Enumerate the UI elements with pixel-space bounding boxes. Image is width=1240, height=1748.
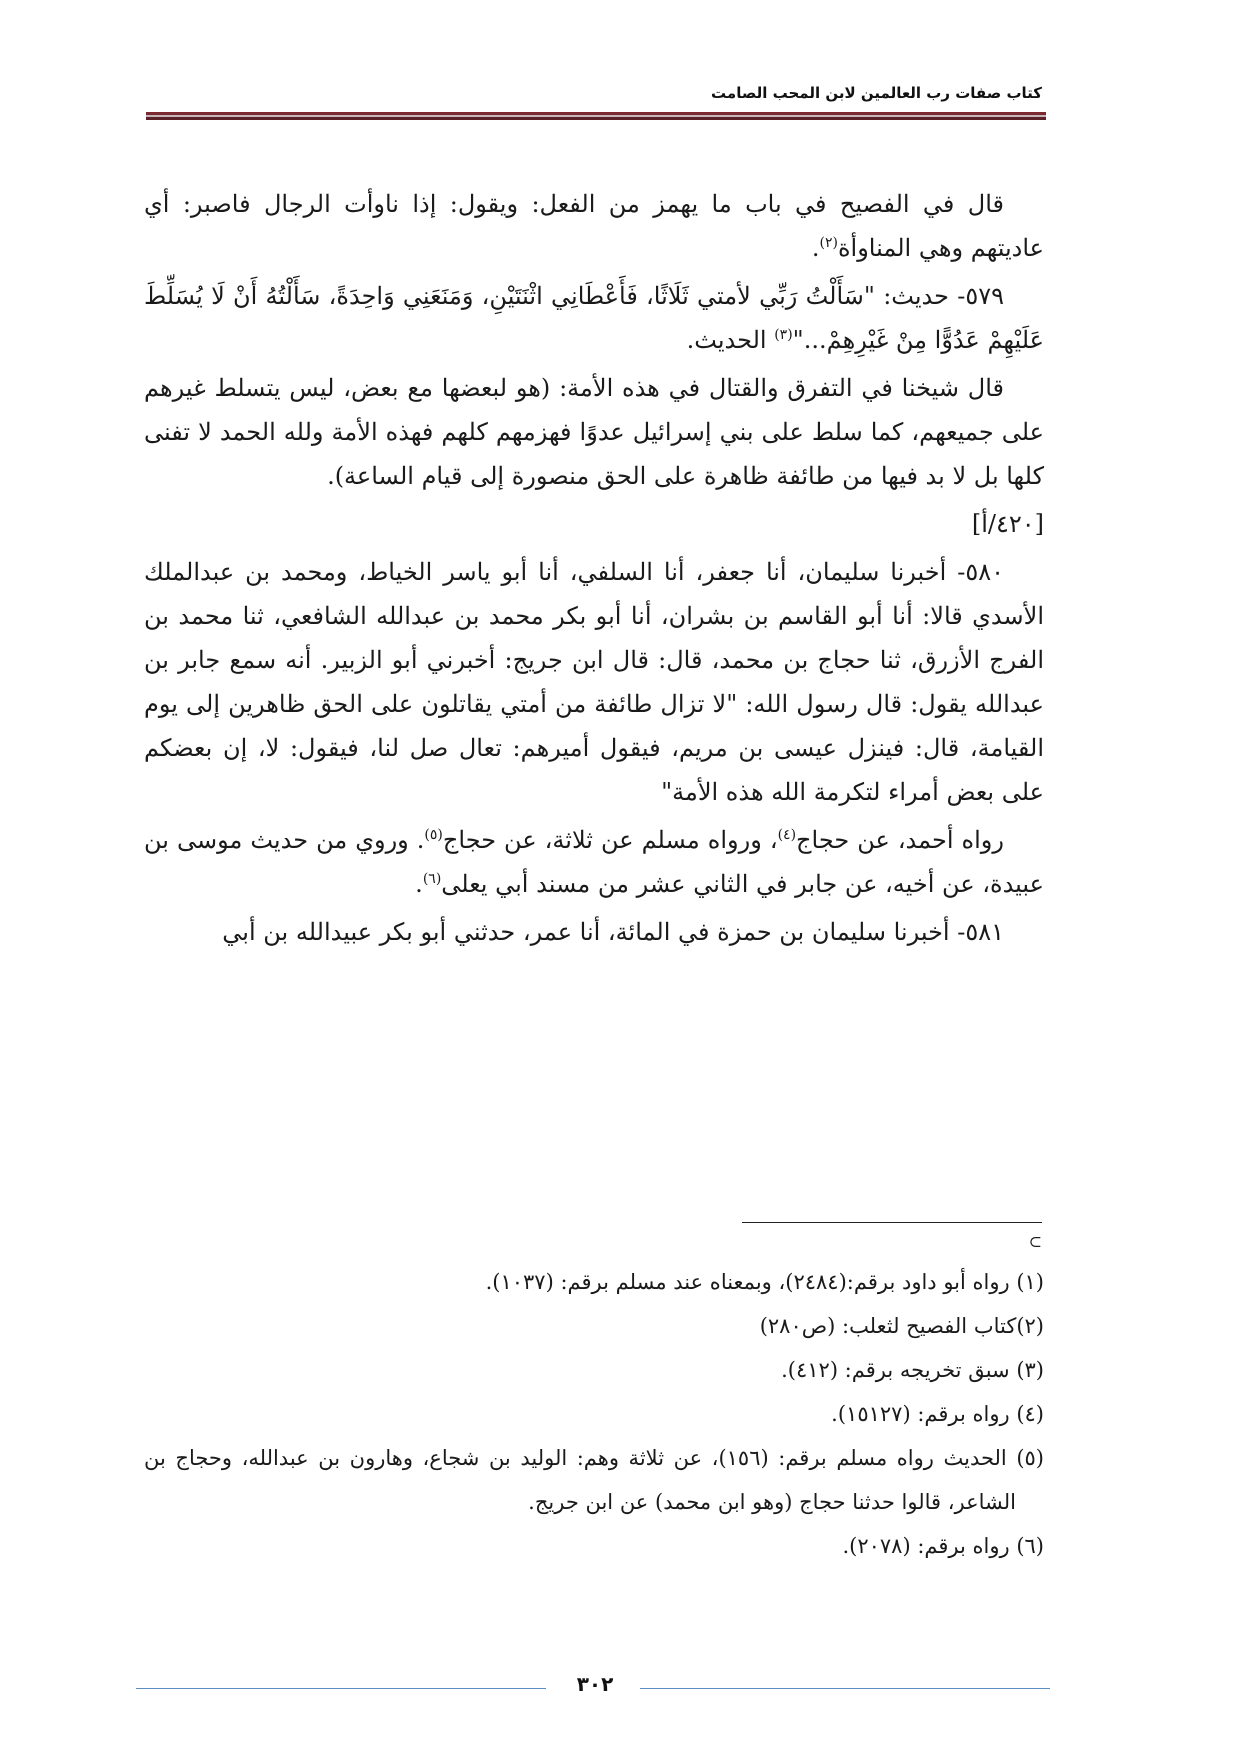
- footnote-3: (٣) سبق تخريجه برقم: (٤١٢).: [781, 1358, 1044, 1382]
- paragraph-2-end: الحديث.: [686, 326, 775, 354]
- footnote-6: (٦) رواه برقم: (٢٠٧٨).: [842, 1534, 1044, 1558]
- folio-marker: [٤٢٠/أ]: [971, 510, 1044, 538]
- footer-rule-left: [136, 1688, 546, 1689]
- footnote-ref-3: (٣): [774, 327, 793, 343]
- footnote-ref-4: (٤): [777, 827, 797, 843]
- footnote-continuation-mark: ⊃: [1028, 1232, 1042, 1251]
- paragraph-6-hadith-581: ٥٨١- أخبرنا سليمان بن حمزة في المائة، أنا عمر، حدثني أبو بكر عبيدالله بن أبي: [222, 918, 1004, 946]
- footnote-5: (٥) الحديث رواه مسلم برقم: (١٥٦)، عن ثلاثة وهم: الوليد بن شجاع، وهارون بن عبدالله، وحجاج بن الشاعر، قالوا حدثنا حجاج (وهو ابن محمد) عن ابن جريج.: [144, 1446, 1044, 1514]
- paragraph-5: [144, 818, 1044, 906]
- paragraph-1-text: قال في الفصيح في باب ما يهمز من الفعل: ويقول: إذا ناوأت الرجال فاصبر: أي عاديتهم وهي المناوأة: [144, 190, 1044, 262]
- page-number: ٣٠٢: [576, 1672, 614, 1696]
- footer-rule-right: [640, 1688, 1050, 1689]
- header-rule: [146, 112, 1046, 120]
- running-header-title: كتاب صفات رب العالمين لابن المحب الصامت: [711, 84, 1042, 102]
- paragraph-1: [144, 182, 1044, 270]
- paragraph-4-hadith-580: ٥٨٠- أخبرنا سليمان، أنا جعفر، أنا السلفي، أنا أبو ياسر الخياط، ومحمد بن عبدالملك الأسدي قالا: أنا أبو القاسم بن بشران، أنا أبو بكر محمد بن عبدالله الشافعي، ثنا محمد بن الفرج الأزرق، ثنا حجاج بن محمد، قال: قال ابن جريج: أخبرني أبو الزبير. أنه سمع جابر بن عبدالله يقول: قال رسول الله: "لا تزال طائفة من أمتي يقاتلون على الحق ظاهرين إلى يوم القيامة، قال: فينزل عيسى بن مريم، فيقول أميرهم: تعال صل لنا، فيقول: لا، إن بعضكم على بعض أمراء لتكرمة الله هذه الأمة": [144, 558, 1044, 806]
- footnotes: [144, 1260, 1044, 1568]
- paragraph-1-end: .: [811, 234, 820, 262]
- main-text: [144, 182, 1044, 958]
- footnote-separator: [742, 1222, 1042, 1223]
- footnote-2: (٢)كتاب الفصيح لثعلب: (ص٢٨٠): [759, 1314, 1044, 1338]
- paragraph-3: قال شيخنا في التفرق والقتال في هذه الأمة: (هو لبعضها مع بعض، ليس يتسلط غيرهم على جميعهم، كما سلط على بني إسرائيل عدوًا فهزمهم كلهم فهذه الأمة ولله الحمد لا تفنى كلها بل لا بد فيها من طائفة ظاهرة على الحق منصورة إلى قيام الساعة).: [144, 374, 1044, 490]
- paragraph-2-hadith-579: [144, 274, 1044, 362]
- paragraph-5-text-b: ، ورواه مسلم عن ثلاثة، عن حجاج: [442, 826, 778, 854]
- footnote-4: (٤) رواه برقم: (١٥١٢٧).: [831, 1402, 1044, 1426]
- paragraph-5-end: .: [415, 870, 423, 898]
- footnote-ref-6: (٦): [422, 871, 442, 887]
- footnote-1: (١) رواه أبو داود برقم:(٢٤٨٤)، وبمعناه عند مسلم برقم: (١٠٣٧).: [485, 1270, 1044, 1294]
- footnote-ref-2: (٢): [819, 235, 838, 251]
- paragraph-2-text: ٥٧٩- حديث: "سَأَلْتُ رَبِّي لأمتي ثَلَاثًا، فَأَعْطَانِي اثْنَتَيْنِ، وَمَنَعَنِي وَاحِدَةً، سَأَلْتُهُ أَنْ لَا يُسَلِّطَ عَلَيْهِمْ عَدُوًّا مِنْ غَيْرِهِمْ...": [144, 282, 1044, 354]
- paragraph-5-text-a: رواه أحمد، عن حجاج: [796, 826, 1004, 854]
- paragraph-5-text-c: . وروي من حديث موسى بن عبيدة، عن أخيه، عن جابر في الثاني عشر من مسند أبي يعلى: [144, 826, 1044, 898]
- footnote-ref-5: (٥): [424, 827, 443, 843]
